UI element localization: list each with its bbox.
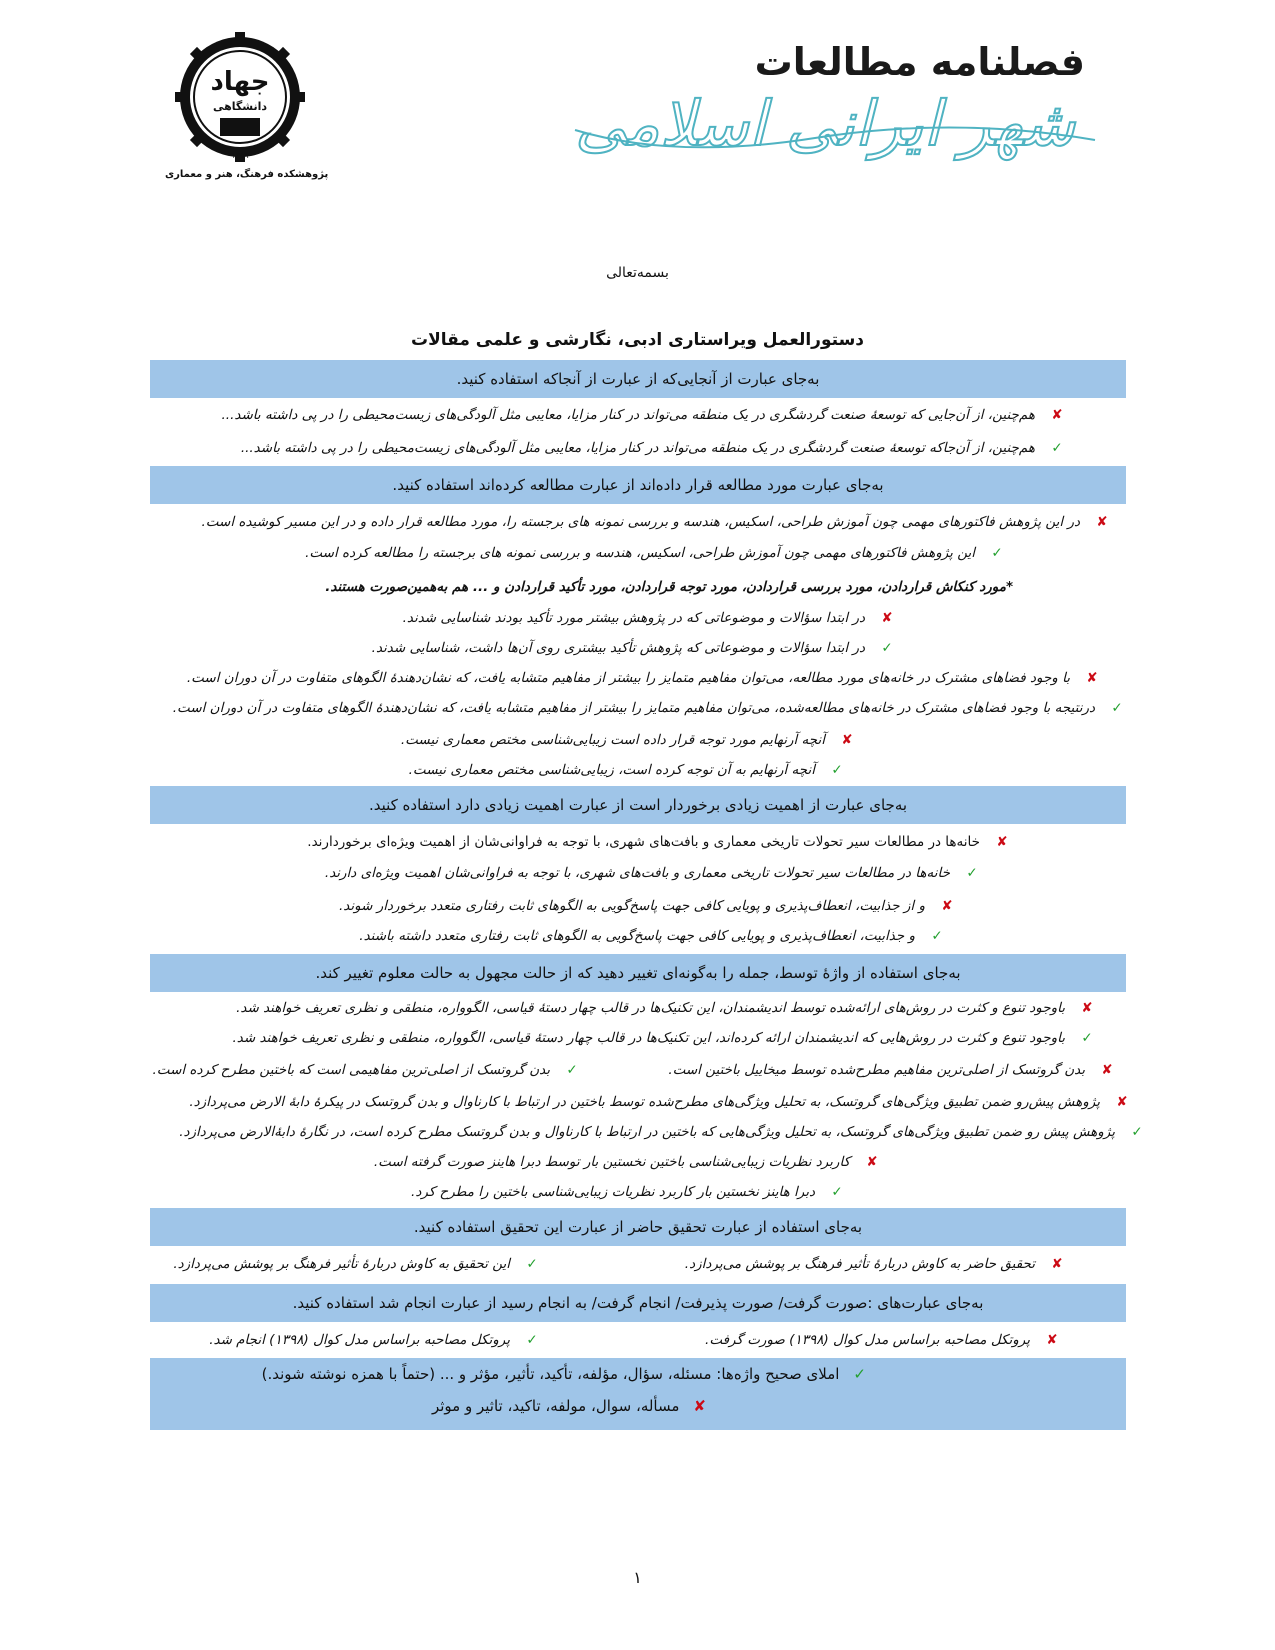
cross-icon: ✘ (1096, 514, 1108, 530)
cross-icon: ✘ (1116, 1094, 1128, 1110)
example-wrong: ✘کاربرد نظریات زیبایی‌شناسی باختین نخستین بار توسط دبرا هاینز صورت گرفته است. (374, 1152, 880, 1172)
logo-year: ۱۳۵۹ (231, 151, 249, 160)
check-icon: ✓ (1111, 700, 1123, 716)
check-icon: ✓ (831, 1184, 843, 1200)
check-icon: ✓ (831, 762, 843, 778)
example-wrong: ✘باوجود تنوع و کثرت در روش‌های ارائه‌شده توسط اندیشمندان، این تکنیک‌ها در قالب چهار دستهٔ قیاسی، الگوواره، منطقی و نظری تعریف خواهند شد. (236, 998, 1095, 1018)
basmala-heading: بسمه‌تعالی (606, 265, 669, 281)
rule-band-5 (150, 1208, 1126, 1246)
example-right: ✓بدن گروتسک از اصلی‌ترین مفاهیمی است که باختین مطرح کرده است. (153, 1060, 580, 1080)
example-wrong: ✘هم‌چنین، از آن‌جایی که توسعهٔ صنعت گردشگری در یک منطقه می‌تواند در کنار مزایا، معایبی مثل آلودگی‌های زیست‌محیطی را در پی داشته باشد... (222, 405, 1065, 425)
example-wrong: ✘تحقیق حاضر به کاوش دربارهٔ تأثیر فرهنگ بر پوشش می‌پردازد. (685, 1254, 1065, 1274)
example-right: ✓دبرا هاینز نخستین بار کاربرد نظریات زیبایی‌شناسی باختین را مطرح کرد. (411, 1182, 845, 1202)
rule-band-6 (150, 1284, 1126, 1322)
check-icon: ✓ (931, 928, 943, 944)
example-right: ✓هم‌چنین، از آن‌جاکه توسعهٔ صنعت گردشگری در یک منطقه می‌تواند در کنار مزایا، معایبی مثل آلودگی‌های زیست‌محیطی را در پی داشته باشد... (241, 438, 1065, 458)
example-wrong: ✘خانه‌ها در مطالعات سیر تحولات تاریخی معماری و بافت‌های شهری، با توجه به فراوانی‌شان از اهمیت ویژه‌ای برخوردارند. (307, 832, 1010, 852)
rule-band-4 (150, 954, 1126, 992)
cross-icon: ✘ (881, 610, 893, 626)
example-right: ✓پژوهش پیش رو ضمن تطبیق ویژگی‌های گروتسک، به تحلیل ویژگی‌هایی که باختین در ارتباط با کارناوال و بدن گروتسک مطرح کرده است، در نگارهٔ دابهٔ‌الارض می‌پردازد. (179, 1122, 1145, 1142)
cross-icon: ✘ (1046, 1332, 1058, 1348)
example-right: ✓آنچه آرنهایم به آن توجه کرده است، زیبایی‌شناسی مختص معماری نیست. (409, 760, 845, 780)
journal-label: فصلنامه مطالعات (754, 40, 1085, 84)
logo-sub-text: دانشگاهی (212, 100, 268, 113)
example-wrong: ✘و از جذابیت، انعطاف‌پذیری و پویایی کافی جهت پاسخ‌گویی به الگوهای ثابت رفتاری متعدد برخوردار شوند. (339, 896, 955, 916)
journal-masthead (555, 20, 1115, 170)
check-icon: ✓ (526, 1332, 538, 1348)
example-right: ✓پروتکل مصاحبه براساس مدل کوال (۱۳۹۸) انجام شد. (209, 1330, 540, 1350)
rule-band-3 (150, 786, 1126, 824)
check-icon: ✓ (1081, 1030, 1093, 1046)
example-wrong: ✘با وجود فضاهای مشترک در خانه‌های مورد مطالعه، می‌توان مفاهیم متمایز را بیشتر از مفاهیم متشابه یافت، که نشان‌دهندهٔ الگوهای متفاوت در آن دوران است. (187, 668, 1100, 688)
example-right: ✓باوجود تنوع و کثرت در روش‌هایی که اندیشمندان ارائه کرده‌اند، این تکنیک‌ها در قالب چهار دستهٔ قیاسی، الگوواره، منطقی و نظری تعریف خواهند شد. (232, 1028, 1095, 1048)
cross-icon: ✘ (1081, 1000, 1093, 1016)
cross-icon: ✘ (1051, 1256, 1063, 1272)
check-icon: ✓ (991, 545, 1003, 561)
example-wrong: ✘بدن گروتسک از اصلی‌ترین مفاهیم مطرح‌شده توسط میخاییل باختین است. (668, 1060, 1115, 1080)
cross-icon: ✘ (1101, 1062, 1113, 1078)
rule-band-7 (150, 1358, 1126, 1430)
example-right: ✓در ابتدا سؤالات و موضوعاتی که پژوهش تأکید بیشتری روی آن‌ها داشت، شناسایی شدند. (372, 638, 895, 658)
cross-icon: ✘ (693, 1397, 706, 1415)
check-icon: ✓ (966, 865, 978, 881)
check-icon: ✓ (853, 1365, 866, 1383)
rule-band-2 (150, 466, 1126, 504)
logo-caption: پژوهشکده فرهنگ، هنر و معماری (165, 169, 329, 180)
example-right: ✓و جذابیت، انعطاف‌پذیری و پویایی کافی جهت پاسخ‌گویی به الگوهای ثابت رفتاری متعدد داشته باشند. (359, 926, 945, 946)
journal-name: شهر ایرانی اسلامی (574, 87, 1075, 160)
example-right: ✓خانه‌ها در مطالعات سیر تحولات تاریخی معماری و بافت‌های شهری، با توجه به فراوانی‌شان اهمیت ویژه‌ای دارند. (325, 863, 980, 883)
example-wrong: ✘در این پژوهش فاکتورهای مهمی چون آموزش طراحی، اسکیس، هندسه و بررسی نمونه های برجسته را، مورد مطالعه قرار داده و در این مسیر کوشیده است. (202, 512, 1111, 532)
page-title: دستورالعمل ویراستاری ادبی، نگارشی و علمی مقالات (410, 330, 865, 350)
jihad-logo (165, 32, 329, 180)
logo-main-text: جهاد (210, 67, 270, 97)
example-wrong: ✘آنچه آرنهایم مورد توجه قرار داده است زیبایی‌شناسی مختص معماری نیست. (401, 730, 855, 750)
cross-icon: ✘ (1086, 670, 1098, 686)
rule-band-text: به‌جای عبارت از اهمیت زیادی برخوردار است از عبارت اهمیت زیادی دارد استفاده کنید. (368, 796, 908, 814)
example-wrong: ✘پژوهش پیش‌رو ضمن تطبیق ویژگی‌های گروتسک، به تحلیل ویژگی‌های مطرح‌شده توسط باختین در ارتباط با کارناوال و بدن گروتسک در پیکرهٔ دابهٔ الارض می‌پردازد. (189, 1092, 1130, 1112)
gear-emblem-icon (175, 32, 305, 167)
example-wrong: ✘پروتکل مصاحبه براساس مدل کوال (۱۳۹۸) صورت گرفت. (705, 1330, 1060, 1350)
rule-band-text: به‌جای عبارت مورد مطالعه قرار داده‌اند از عبارت مطالعه کرده‌اند استفاده کنید. (392, 476, 884, 494)
page-number: ۱ (633, 1568, 642, 1587)
example-wrong: ✘در ابتدا سؤالات و موضوعاتی که در پژوهش بیشتر مورد تأکید بودند شناسایی شدند. (403, 608, 895, 628)
rule-band-text: به‌جای استفاده از عبارت تحقیق حاضر از عبارت این تحقیق استفاده کنید. (413, 1218, 863, 1236)
cross-icon: ✘ (1051, 407, 1063, 423)
check-icon: ✓ (1131, 1124, 1143, 1140)
rule-band-1 (150, 360, 1126, 398)
journal-calligraphy-logo (555, 20, 1115, 170)
cross-icon: ✘ (841, 732, 853, 748)
cross-icon: ✘ (996, 834, 1008, 850)
rule-band-text: به‌جای عبارت از آنجایی‌که از عبارت از آنجاکه استفاده کنید. (456, 370, 820, 388)
cross-icon: ✘ (866, 1154, 878, 1170)
example-wrong: ✘مسأله، سوال، مولفه، تاکید، تاثیر و موثر (431, 1397, 706, 1415)
cross-icon: ✘ (941, 898, 953, 914)
spelling-rule: ✓املای صحیح واژه‌ها: مسئله، سؤال، مؤلفه، تأکید، تأثیر، مؤثر و ... (حتماً با همزه نوشته شوند.) (261, 1365, 866, 1383)
example-right: ✓این تحقیق به کاوش دربارهٔ تأثیر فرهنگ بر پوشش می‌پردازد. (173, 1254, 540, 1274)
example-right: ✓این پژوهش فاکتورهای مهمی چون آموزش طراحی، اسکیس، هندسه و بررسی نمونه های برجسته را مطالعه کرده است. (305, 543, 1005, 563)
rule-band-text: به‌جای عبارت‌های :صورت گرفت/ صورت پذیرفت/ انجام گرفت/ به انجام رسید از عبارت انجام شد استفاده کنید. (292, 1294, 984, 1312)
check-icon: ✓ (881, 640, 893, 656)
check-icon: ✓ (526, 1256, 538, 1272)
check-icon: ✓ (1051, 440, 1063, 456)
note-line: *مورد کنکاش قراردادن، مورد بررسی قراردادن، مورد توجه قراردادن، مورد تأکید قراردادن و ... هم به‌همین‌صورت هستند. (325, 579, 1013, 595)
check-icon: ✓ (566, 1062, 578, 1078)
rule-band-text: به‌جای استفاده از واژهٔ توسط، جمله را به‌گونه‌ای تغییر دهید که از حالت مجهول به حالت معلوم تغییر کند. (315, 964, 961, 982)
example-right: ✓درنتیجه با وجود فضاهای مشترک در خانه‌های مطالعه‌شده، می‌توان مفاهیم متمایز را بیشتر از مفاهیم متشابه یافت، که نشان‌دهندهٔ الگوهای متفاوت در آن دوران است. (173, 698, 1125, 718)
